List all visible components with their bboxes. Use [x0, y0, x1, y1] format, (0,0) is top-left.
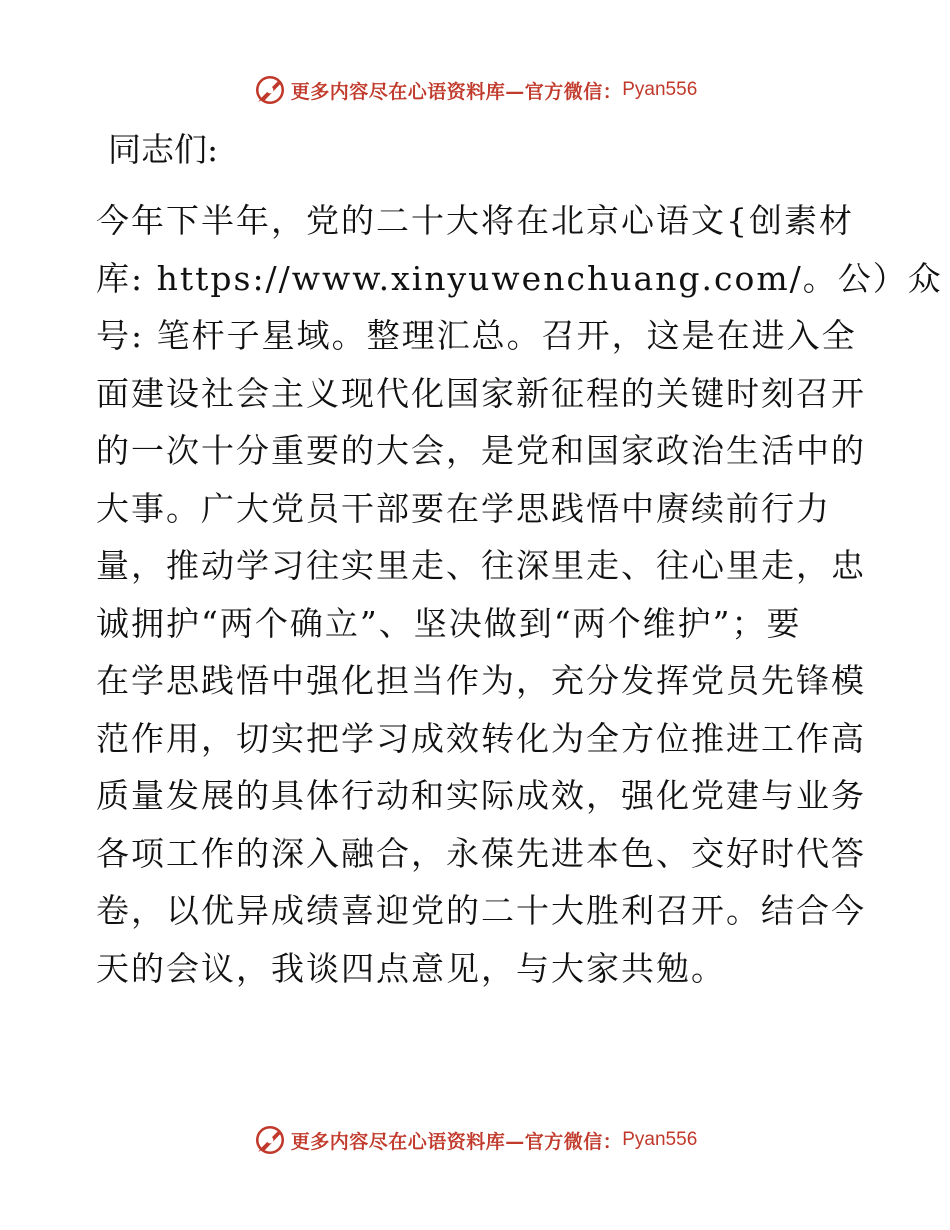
paragraph-line: 今年下半年，党的二十大将在北京心语文{创素材	[96, 201, 854, 240]
footer-wechat-id: Pyan556	[622, 1129, 698, 1150]
paragraph-line: 在学思践悟中强化担当作为，充分发挥党员先锋模	[96, 661, 866, 700]
salutation: 同志们:	[108, 130, 219, 169]
footer-watermark-text: 更多内容尽在心语资料库—官方微信：	[290, 1130, 623, 1153]
quill-pen-logo-icon	[253, 1123, 287, 1157]
paragraph-line: 卷，以优异成绩喜迎党的二十大胜利召开。结合今	[96, 891, 866, 930]
header-watermark-banner	[0, 70, 950, 110]
header-wechat-id: Pyan556	[622, 79, 698, 100]
paragraph-line: 的一次十分重要的大会，是党和国家政治生活中的	[96, 431, 866, 470]
paragraph-line: 范作用，切实把学习成效转化为全方位推进工作高	[96, 718, 866, 758]
paragraph-line: 各项工作的深入融合，永葆先进本色、交好时代答	[96, 833, 866, 873]
paragraph-line: 量，推动学习往实里走、往深里走、往心里走，忠	[96, 546, 866, 585]
paragraph-line: 号: 笔杆子星域。整理汇总。召开，这是在进入全	[96, 316, 857, 355]
body-paragraph	[96, 192, 943, 997]
quill-pen-logo-icon	[253, 73, 287, 107]
paragraph-line: 质量发展的具体行动和实际成效，强化党建与业务	[96, 776, 866, 815]
paragraph-line: 大事。广大党员干部要在学思践悟中赓续前行力	[96, 488, 831, 528]
paragraph-line: 天的会议，我谈四点意见，与大家共勉。	[96, 948, 726, 988]
paragraph-line: 诚拥护“两个确立”、坚决做到“两个维护”；要	[96, 603, 802, 643]
header-watermark-text: 更多内容尽在心语资料库—官方微信：	[290, 80, 623, 103]
paragraph-line: 库: https://www.xinyuwenchuang.com/。公）众	[96, 258, 943, 298]
footer-watermark-banner	[0, 1120, 950, 1160]
paragraph-line: 面建设社会主义现代化国家新征程的关键时刻召开	[96, 373, 866, 413]
